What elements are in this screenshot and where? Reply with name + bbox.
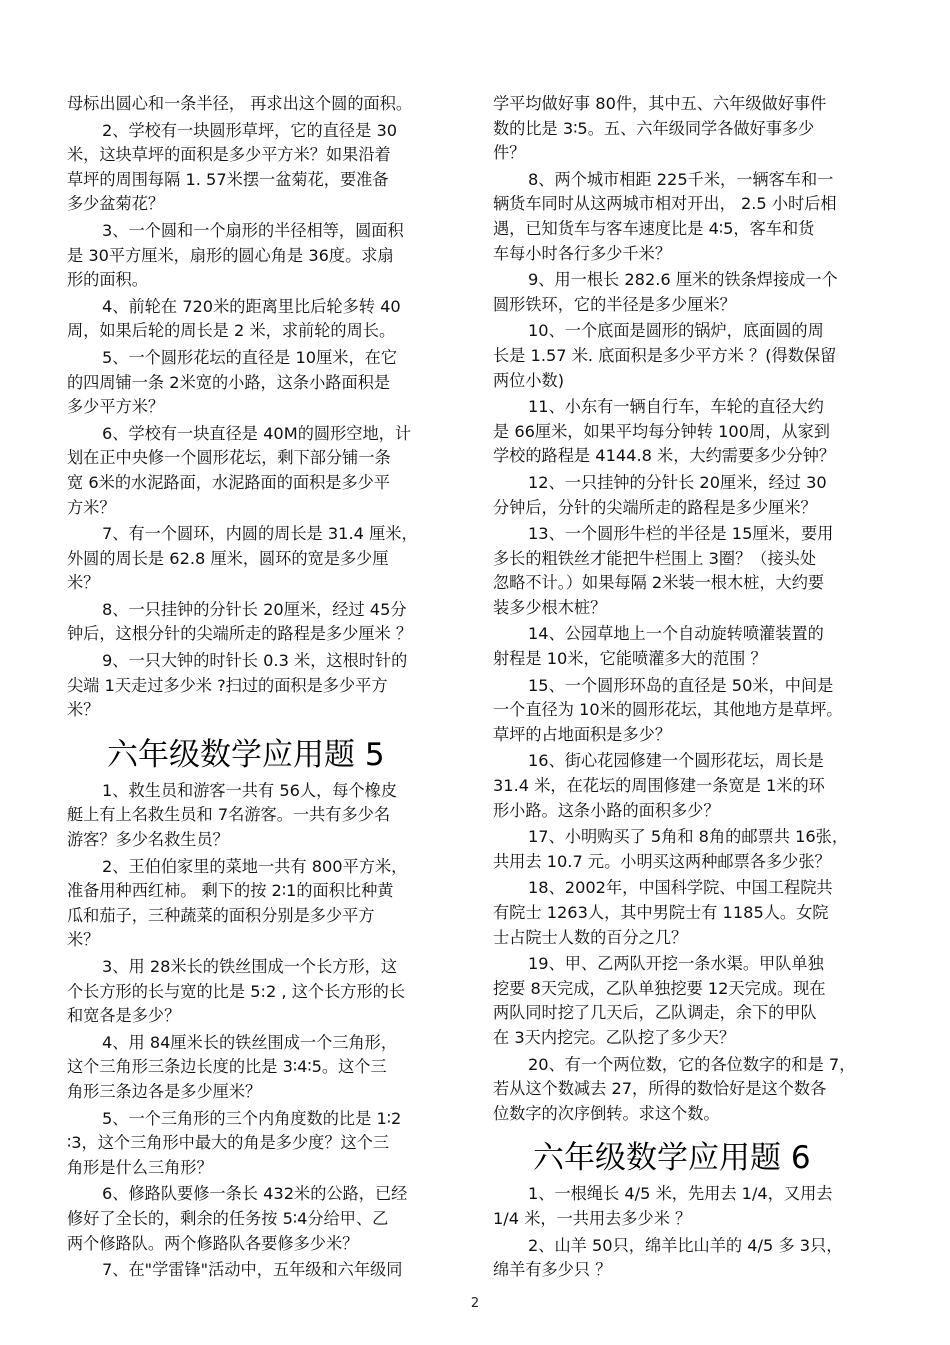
question-line: 15、一个圆形环岛的直径是 50米，中间是 bbox=[528, 675, 834, 695]
question-line: 4、前轮在 720米的距离里比后轮多转 40 bbox=[102, 296, 401, 316]
question-line: 16、街心花园修建一个圆形花坛，周长是 bbox=[528, 751, 824, 771]
text-line: 瓜和茄子，三种蔬菜的面积分别是多少平方 bbox=[67, 905, 375, 925]
text-line: 忽略不计。）如果每隔 2米装一根木桩，大约要 bbox=[493, 573, 825, 593]
text-line: 多少平方米？ bbox=[67, 397, 165, 417]
section-heading-6: 六年级数学应用题 6 bbox=[533, 1140, 811, 1177]
text-line: 个长方形的长与宽的比是 5:2 , 这个长方形的长 bbox=[67, 981, 406, 1001]
question-line: 4、用 84厘米长的铁丝围成一个三角形， bbox=[102, 1032, 398, 1052]
text-line: 宽 6米的水泥路面，水泥路面的面积是多少平 bbox=[67, 472, 391, 492]
text-line: 修好了全长的，剩余的任务按 5∶4分给甲、乙 bbox=[67, 1208, 389, 1228]
question-line: 13、一个圆形牛栏的半径是 15厘米，要用 bbox=[528, 524, 834, 544]
text-line: 米？ bbox=[67, 573, 100, 593]
text-line: 角形是什么三角形？ bbox=[67, 1157, 213, 1177]
text-line: 多长的粗铁丝才能把牛栏围上 3圈？（接头处 bbox=[493, 548, 817, 568]
text-line: 两队同时挖了几天后，乙队调走，余下的甲队 bbox=[493, 1003, 817, 1023]
section-heading-5: 六年级数学应用题 5 bbox=[107, 736, 385, 773]
text-line: 是 66厘米，如果平均每分钟转 100周，从家到 bbox=[493, 421, 830, 441]
text-line: 装多少根木桩？ bbox=[493, 597, 607, 617]
text-line: 和宽各是多少？ bbox=[67, 1006, 181, 1026]
text-line: 游客？多少名救生员？ bbox=[67, 830, 229, 850]
text-line: 数的比是 3∶5。五、六年级同学各做好事多少 bbox=[493, 118, 815, 138]
text-line: 周，如果后轮的周长是 2 米，求前轮的周长。 bbox=[67, 321, 396, 341]
text-line: 1/4 米，一共用去多少米 ？ bbox=[493, 1208, 692, 1228]
text-line: 31.4 米，在花坛的周围修建一条宽是 1米的环 bbox=[493, 776, 825, 796]
text-line: 钟后，这根分针的尖端所走的路程是多少厘米 ？ bbox=[67, 624, 413, 644]
question-line: 20、有一个两位数，它的各位数字的和是 7， bbox=[528, 1054, 856, 1074]
text-line: 划在正中央修一个圆形花坛，剩下部分铺一条 bbox=[67, 448, 391, 468]
question-line: 8、一只挂钟的分针长 20厘米，经过 45分 bbox=[102, 599, 407, 619]
question-line: 12、一只挂钟的分针长 20厘米，经过 30 bbox=[528, 472, 827, 492]
question-line: 5、一个圆形花坛的直径是 10厘米，在它 bbox=[102, 347, 398, 367]
text-line: 外圆的周长是 62.8 厘米，圆环的宽是多少厘 bbox=[67, 548, 389, 568]
right-column bbox=[493, 92, 883, 1283]
question-line: 1、救生员和游客一共有 56人，每个橡皮 bbox=[102, 780, 398, 800]
text-line: 辆货车同时从这两城市相对开出， 2.5 小时后相 bbox=[493, 194, 837, 214]
question-line: 3、用 28米长的铁丝围成一个长方形，这 bbox=[102, 957, 398, 976]
text-line: 这个三角形三条边长度的比是 3∶4∶5。这个三 bbox=[67, 1057, 387, 1077]
text-line: 米，这块草坪的面积是多少平方米？如果沿着 bbox=[67, 145, 391, 165]
text-line: 共用去 10.7 元。小明买这两种邮票各多少张？ bbox=[493, 851, 831, 871]
text-line: 遇，已知货车与客车速度比是 4∶5，客车和货 bbox=[493, 218, 815, 238]
text-line: 士占院士人数的百分之几？ bbox=[493, 927, 688, 947]
question-line: 2、学校有一块圆形草坪，它的直径是 30 bbox=[102, 120, 398, 140]
text-line: 圆形铁环，它的半径是多少厘米？ bbox=[493, 294, 736, 314]
question-line: 3、一个圆和一个扇形的半径相等，圆面积 bbox=[102, 220, 404, 240]
text-line: 尖端 1天走过多少米 ?扫过的面积是多少平方 bbox=[67, 675, 388, 695]
question-line: 19、甲、乙两队开挖一条水渠。甲队单独 bbox=[528, 954, 824, 974]
text-line: 长是 1.57 米. 底面积是多少平方米 ？(得数保留 bbox=[493, 345, 837, 365]
text-line: 学平均做好事 80件，其中五、六年级做好事件 bbox=[493, 94, 827, 113]
question-line: 9、用一根长 282.6 厘米的铁条焊接成一个 bbox=[528, 270, 838, 290]
text-line: 挖要 8天完成，乙队单独挖要 12天完成。现在 bbox=[493, 978, 826, 998]
text-line: 角形三条边各是多少厘米？ bbox=[67, 1081, 262, 1101]
question-line: 10、一个底面是圆形的锅炉，底面圆的周 bbox=[528, 321, 824, 341]
text-line: 车每小时各行多少千米？ bbox=[493, 243, 672, 263]
text-line: 形小路。这条小路的面积多少？ bbox=[493, 800, 720, 820]
text-line: 准备用种西红柿。 剩下的按 2∶1的面积比种黄 bbox=[67, 881, 394, 901]
question-line: 6、修路队要修一条长 432米的公路，已经 bbox=[102, 1184, 408, 1204]
text-line: 有院士 1263人，其中男院士有 1185人。女院 bbox=[493, 903, 829, 922]
question-line: 8、两个城市相距 225千米，一辆客车和一 bbox=[528, 169, 834, 189]
left-column bbox=[67, 92, 457, 1283]
question-line: 5、一个三角形的三个内角度数的比是 1∶2 bbox=[102, 1108, 402, 1128]
text-line: 艇上有上名救生员和 7名游客。一共有多少名 bbox=[67, 805, 391, 825]
text-line: 射程是 10米，它能喷灌多大的范围 ？ bbox=[493, 649, 767, 669]
text-line: 的四周铺一条 2米宽的小路，这条小路面积是 bbox=[67, 372, 391, 392]
question-line: 11、小东有一辆自行车，车轮的直径大约 bbox=[528, 397, 824, 417]
question-line: 17、小明购买了 5角和 8角的邮票共 16张， bbox=[528, 827, 849, 847]
question-line: 1、一根绳长 4/5 米，先用去 1/4，又用去 bbox=[528, 1184, 833, 1204]
text-line: 位数字的次序倒转。求这个数。 bbox=[493, 1103, 720, 1123]
text-line: 母标出圆心和一条半径， 再求出这个圆的面积。 bbox=[67, 94, 413, 113]
text-line: ∶3，这个三角形中最大的角是多少度？这个三 bbox=[67, 1133, 390, 1153]
text-line: 草坪的周围每隔 1. 57米摆一盆菊花，要准备 bbox=[67, 169, 389, 189]
text-line: 多少盆菊花？ bbox=[67, 194, 165, 214]
text-line: 学校的路程是 4144.8 米，大约需要多少分钟？ bbox=[493, 446, 836, 466]
text-line: 是 30平方厘米，扇形的圆心角是 36度。求扇 bbox=[67, 245, 394, 265]
question-line: 6、学校有一块直径是 40M的圆形空地，计 bbox=[102, 423, 412, 443]
text-line: 分钟后，分针的尖端所走的路程是多少厘米？ bbox=[493, 497, 817, 517]
question-line: 7、在"学雷锋"活动中，五年级和六年级同 bbox=[102, 1260, 403, 1280]
text-line: 草坪的占地面积是多少？ bbox=[493, 724, 672, 744]
question-line: 14、公园草地上一个自动旋转喷灌装置的 bbox=[528, 624, 824, 644]
question-line: 9、一只大钟的时针长 0.3 米，这根时针的 bbox=[102, 651, 408, 671]
question-line: 18、2002年，中国科学院、中国工程院共 bbox=[528, 878, 833, 898]
text-line: 绵羊有多少只 ？ bbox=[493, 1260, 612, 1280]
text-line: 米？ bbox=[67, 700, 100, 720]
question-line: 2、山羊 50只，绵羊比山羊的 4/5 多 3只， bbox=[528, 1235, 843, 1255]
text-line: 方米？ bbox=[67, 497, 116, 517]
text-line: 形的面积。 bbox=[67, 270, 148, 290]
text-line: 在 3天内挖完。乙队挖了多少天？ bbox=[493, 1027, 736, 1047]
text-line: 两个修路队。两个修路队各要修多少米？ bbox=[67, 1233, 359, 1253]
text-line: 米？ bbox=[67, 930, 100, 950]
question-line: 2、王伯伯家里的菜地一共有 800平方米， bbox=[102, 856, 408, 876]
text-line: 若从这个数减去 27，所得的数恰好是这个数各 bbox=[493, 1079, 827, 1099]
page-number: 2 bbox=[470, 1296, 480, 1311]
text-line: 件？ bbox=[493, 143, 526, 163]
question-line: 7、有一个圆环，内圆的周长是 31.4 厘米， bbox=[102, 524, 418, 544]
text-line: 两位小数) bbox=[493, 370, 565, 390]
text-line: 一个直径为 10米的圆形花坛，其他地方是草坪。 bbox=[493, 700, 843, 720]
